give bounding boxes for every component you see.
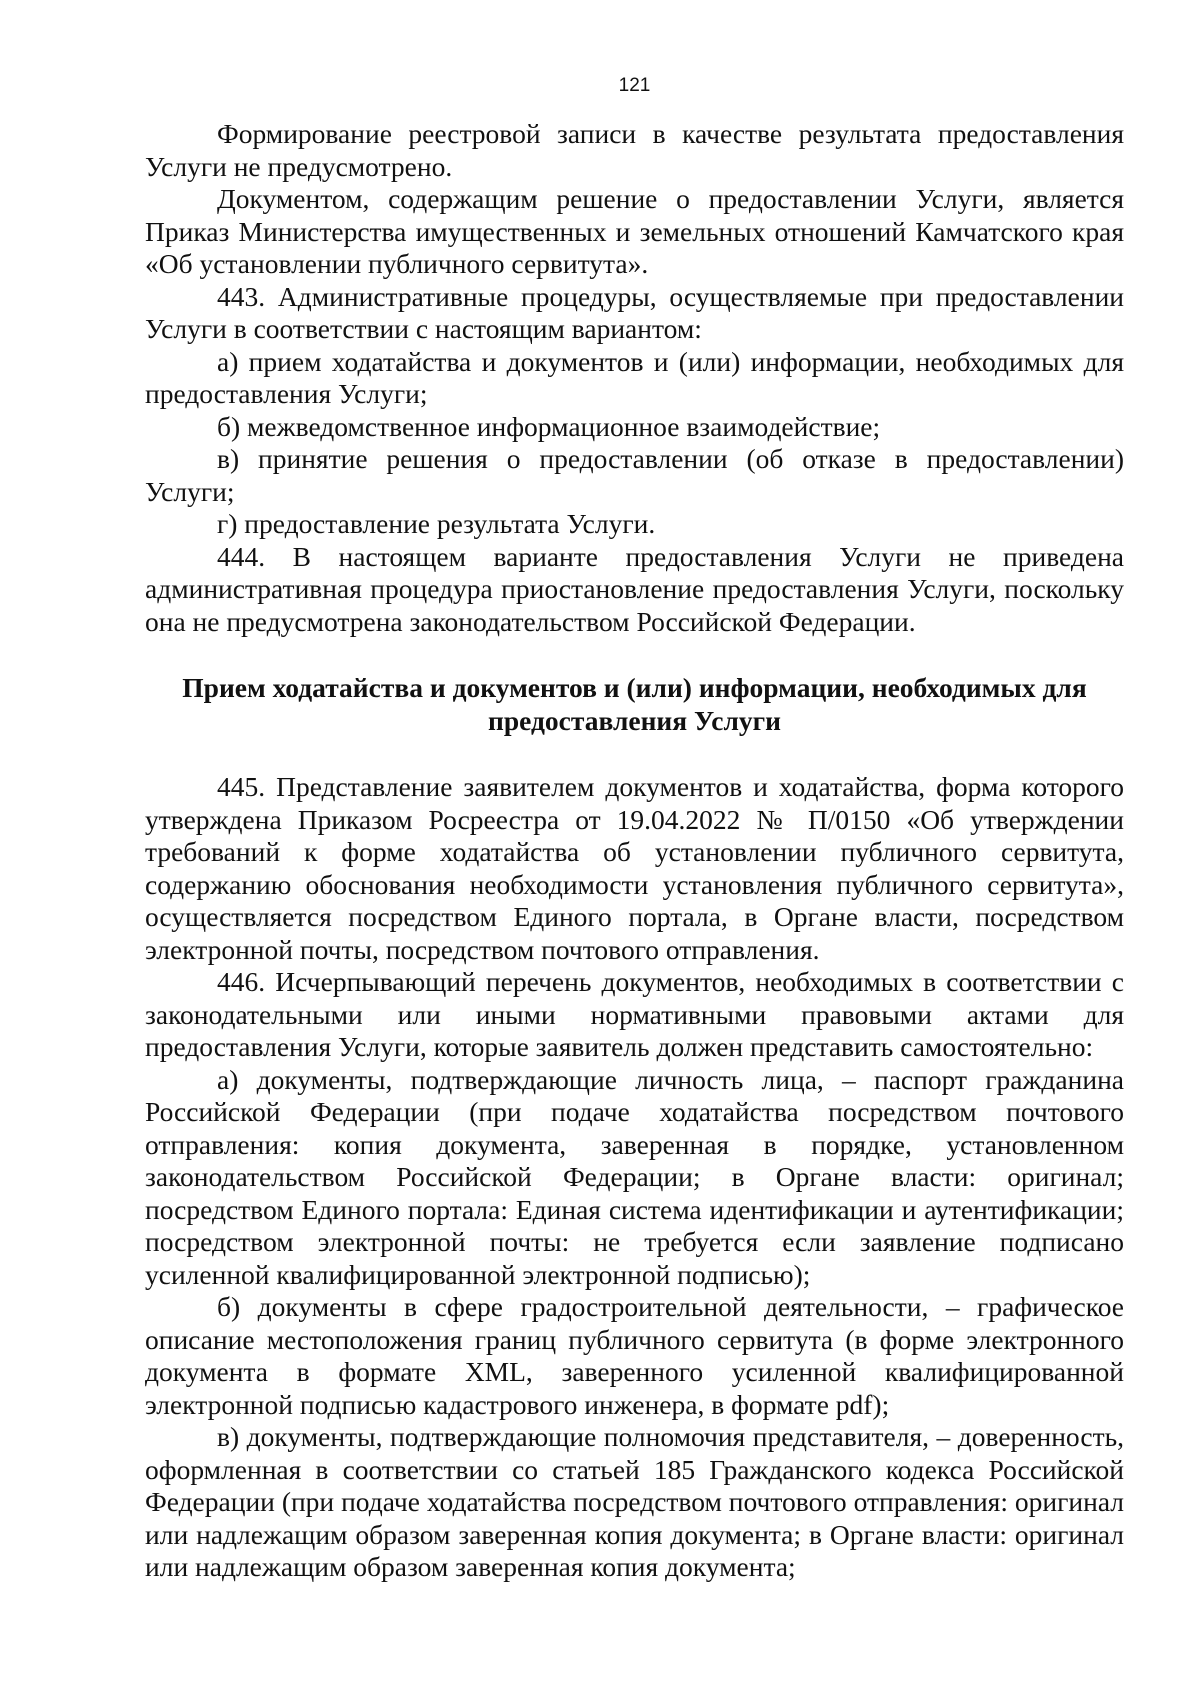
list-item-446-b: б) документы в сфере градостроительной деятельности, – графическое описание местоположения границ публичного сервитута (в форме электронного документа в формате XML, заверенного усиленной квалифицированной электронной подписью кадастрового инженера, в формате pdf);: [145, 1291, 1124, 1420]
list-item-443-v: в) принятие решения о предоставлении (об отказе в предоставлении) Услуги;: [145, 443, 1124, 507]
paragraph-445: 445. Представление заявителем документов и ходатайства, форма которого утверждена Приказом Росреестра от 19.04.2022 № П/0150 «Об утверждении требований к форме ходатайства об установлении публичного сервитута, содержанию обоснования необходимости установления публичного сервитута», осуществляется посредством Единого портала, в Органе власти, посредством электронной почты, посредством почтового отправления.: [145, 771, 1124, 965]
list-item-443-b: б) межведомственное информационное взаимодействие;: [217, 410, 881, 442]
paragraph-443: 443. Административные процедуры, осуществляемые при предоставлении Услуги в соответствии с настоящим вариантом:: [145, 280, 1124, 344]
list-item-443-a: а) прием ходатайства и документов и (или) информации, необходимых для предоставления Услуги;: [145, 345, 1124, 409]
list-item-446-a: а) документы, подтверждающие личность лица, – паспорт гражданина Российской Федерации (при подаче ходатайства посредством почтового отправления: копия документа, заверенная в порядке, установленном законодательством Российской Федерации; в Органе власти: оригинал; посредством Единого портала: Единая система идентификации и аутентификации; посредством электронной почты: не требуется если заявление подписано усиленной квалифицированной электронной подписью);: [145, 1063, 1124, 1290]
list-item-446-v: в) документы, подтверждающие полномочия представителя, – доверенность, оформленная в соответствии со статьей 185 Гражданского кодекса Российской Федерации (при подаче ходатайства посредством почтового отправления: оригинал или надлежащим образом заверенная копия документа; в Органе власти: оригинал или надлежащим образом заверенная копия документа;: [145, 1421, 1124, 1582]
list-item-443-g: г) предоставление результата Услуги.: [217, 508, 656, 539]
section-heading: Прием ходатайства и документов и (или) информации, необходимых для предоставления Услуги: [182, 672, 1087, 736]
paragraph-446: 446. Исчерпывающий перечень документов, необходимых в соответствии с законодательными или иными нормативными правовыми актами для предоставления Услуги, которые заявитель должен представить самостоятельно:: [145, 966, 1124, 1062]
page-number: 121: [618, 75, 651, 96]
paragraph-decision-document: Документом, содержащим решение о предоставлении Услуги, является Приказ Министерства имущественных и земельных отношений Камчатского края «Об установлении публичного сервитута».: [145, 183, 1124, 279]
document-body: [145, 118, 1124, 1584]
paragraph-registry-record: Формирование реестровой записи в качестве результата предоставления Услуги не предусмотрено.: [145, 118, 1124, 182]
paragraph-444: 444. В настоящем варианте предоставления Услуги не приведена административная процедура приостановление предоставления Услуги, поскольку она не предусмотрена законодательством Российской Федерации.: [145, 540, 1124, 637]
